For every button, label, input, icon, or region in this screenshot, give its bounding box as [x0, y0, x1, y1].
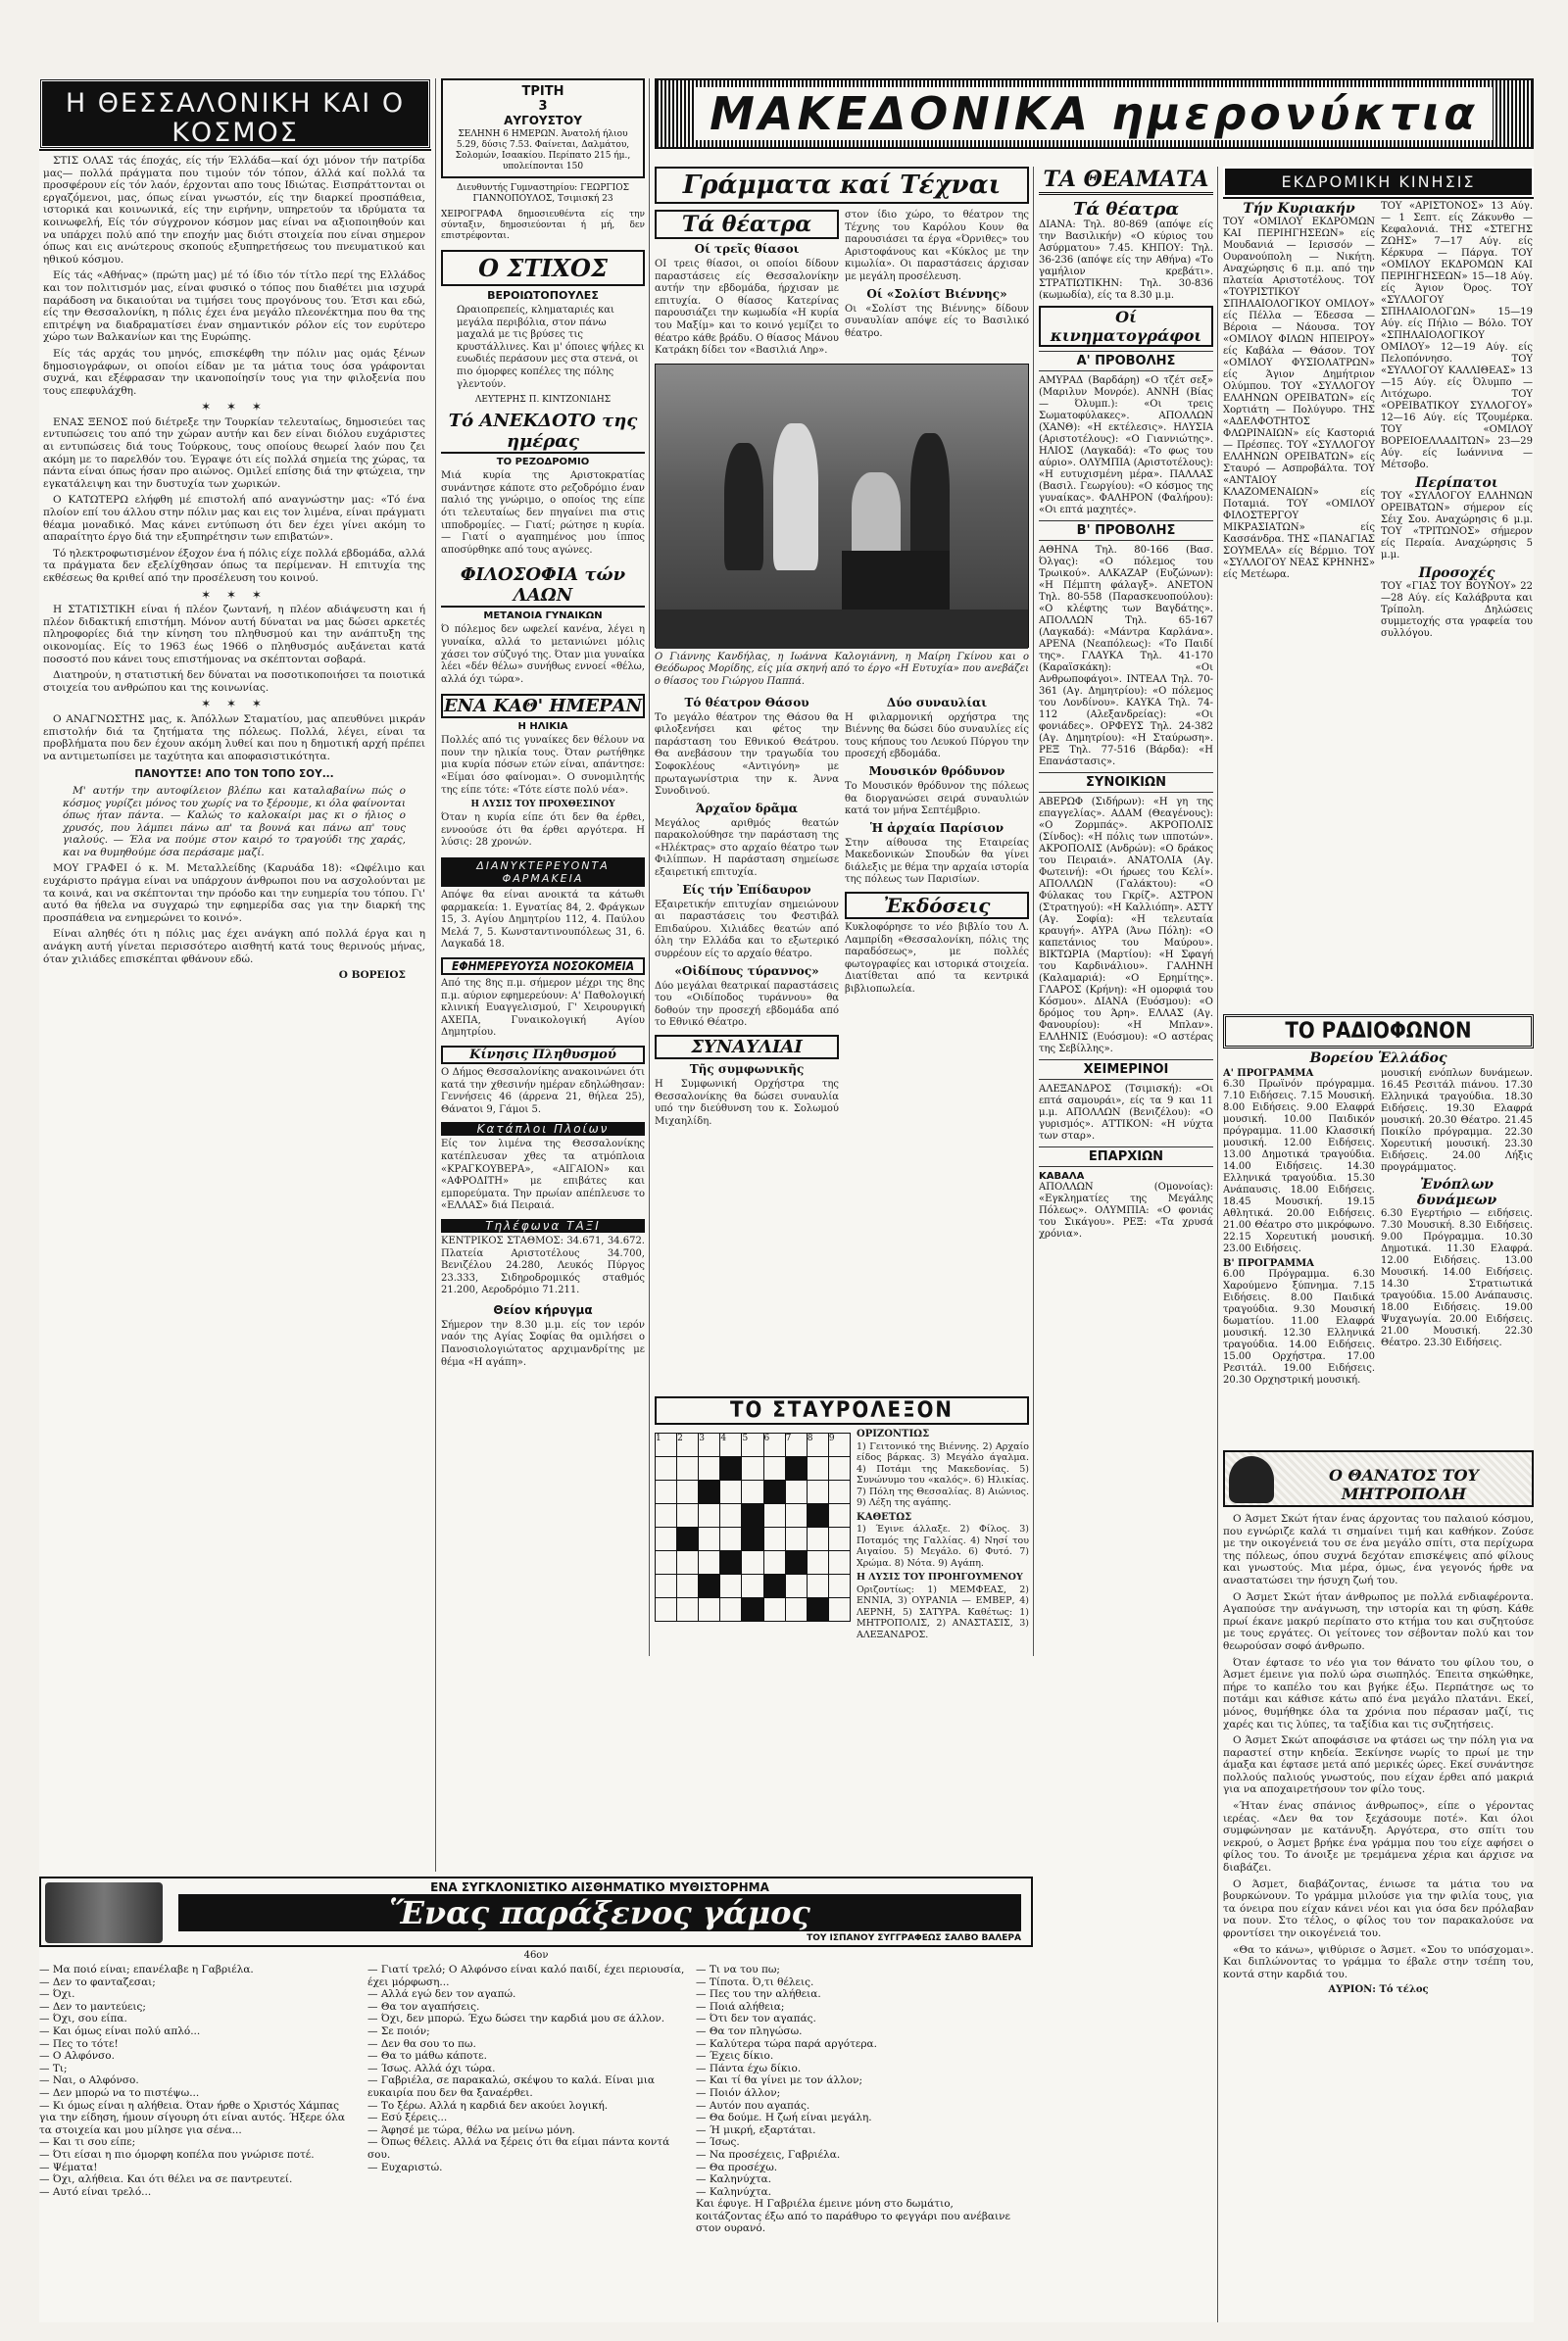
population-title: Κίνησις Πληθυσμού: [469, 1047, 616, 1062]
paragraph: Είς τάς «Αθήνας» (πρώτη μας) μέ τό ίδιο τόν τίτλο περί της Ελλάδος και τον πολιτισμόν μας, είναι φυσικό ο τόπος που διαθέτει μια ισχυρά παράδοση να δικαιούται να τιμήσει τους προγόνους του. Έτσι και εδώ, είς την Θεσσαλονίκη, η πόλις έχει ένα μεγάλο πλεονέκτημα που θα της επιτρέψη να διαδραματίσει έναν σημαντικόν ρόλον είς τον ευρύτερο χώρο των Βαλκανίων και της Ευρώπης.: [43, 269, 425, 344]
crossword-cell: [807, 1528, 828, 1551]
crossword-cell: [677, 1504, 699, 1528]
arts-col3: [655, 693, 839, 1129]
crossword-cell: [677, 1598, 699, 1622]
neighbourhood-title: ΣΥΝΟΙΚΙΩΝ: [1039, 772, 1213, 793]
crossword-cell: [720, 1504, 742, 1528]
publications-header: Ἐκδόσεις: [845, 892, 1029, 919]
crossword-cell: [742, 1598, 763, 1622]
clues-horizontal: 1) Γειτονικό της Βιέννης. 2) Αρχαίο είδος βάρκας. 3) Μεγάλο άγαλμα. 4) Ποτάμι της Μακεδονίας. 5) Συνώνυμο του «καλός». 6) Ηλικίας. 7) Πόλη της Θεσσαλίας. 8) Αιώνιος. 9) Λέξη της αγάπης.: [857, 1440, 1029, 1509]
ancient-paris-title: Ἡ ἀρχαία Παρίσιον: [869, 820, 1004, 835]
photo-caption: Ο Γιάννης Κανδήλας, η Ιωάννα Καλογιάννη, η Μαίρη Γκίνου και ο Θεόδωρος Μορίδης, είς μία σκηνή από το έργο «Η Ευτυχία» που ανεβάζει ο θίασος του Γιώργου Παππά.: [655, 651, 1029, 687]
crossword-cell: [828, 1575, 850, 1598]
filosofia-sub: ΜΕΤΑΝΟΙΑ ΓΥΝΑΙΚΩΝ: [483, 610, 603, 622]
first-run-body: ΑΜΥΡΑΔ (Βαρδάρη) «Ο τζέτ σεξ» (Μαριλυν Μονρόε). ΑΝΝΗ (Βίας — Όλυμπ.): «Οι τρεις Σωματοφύλακες». ΑΠΟΛΛΩΝ (ΧΑΝΘ): «Η εκτέλεσις». ΗΛΥΣΙΑ (Αριστοτέλους): «Ο Γιαννιώτης». ΗΛΙΟΣ (Λαγκαδά): «Το φως του αύριο». ΟΛΥΜΠΙΑ (Αριστοτέλους): «Η ευτυχισμένη μέρα». ΠΑΛΛΑΣ (Βασιλ. Γεωργίου): «Ο κόσμος της γυναίκας». ΦΑΛΗΡΟΝ (Φαλήρου): «Οι επτά μαχητές».: [1039, 375, 1213, 515]
paragraph: Ο ΑΝΑΓΝΩΣΤΗΣ μας, κ. Άπόλλων Σταματίου, μας απευθύνει μικράν επιστολήν διά τα ζητήματα της πόλεως. Πολλά, λέγει, είναι τα προβλήματα που δεν έχουν ακόμη λυθεί και που η δημοτική αρχή πρέπει να αντιμετωπίσει με ταχύτητα και αποφασιστικότητα.: [43, 712, 425, 762]
radio-col1: [1223, 1068, 1375, 1390]
serial-col2: — Γιατί τρελό; Ο Αλφόνσο είναι καλό παιδί, έχει περιουσία, έχει μόρφωση... — Αλλά εγώ δεν τον αγαπώ. — Θα τον αγαπήσεις. — Όχι, δεν μπορώ. Έχω δώσει την καρδιά μου σε άλλον. — Σε ποιόν; — Δεν θα σου το πω. — Θα το μάθω κάποτε. — Ίσως. Αλλά όχι τώρα. — Γαβριέλα, σε παρακαλώ, σκέψου το καλά. Είναι μια ευκαιρία που δεν θα ξαναέρθει. — Το ξέρω. Αλλά η καρδιά δεν ακούει λογική. — Εσύ ξέρεις... — Άφησέ με τώρα, θέλω να μείνω μόνη. — Όπως θέλεις. Αλλά να ξέρεις ότι θα είμαι πάντα κοντά σου. — Ευχαριστώ.: [368, 1964, 685, 2173]
taxi-body: ΚΕΝΤΡΙΚΟΣ ΣΤΑΘΜΟΣ: 34.671, 34.672. Πλατεία Αριστοτέλους 34.700, Βενιζέλου 24.280, Λευκός Πύργος 23.333, Σιδηροδρομικός σταθμός 21.200, Αεροδρόμιο 71.211.: [441, 1235, 645, 1296]
crossword-cell: [720, 1528, 742, 1551]
kathimeran-body: Πολλές από τις γυναίκες δεν θέλουν να πουν την ηλικία τους. Όταν ρωτήθηκε μια κυρία πόσων ετών είναι, απάντησε: «Είμαι όσο φαίνομαι». Ο συνομιλητής της είπε τότε: «Τότε είστε πολύ νέα».: [441, 735, 645, 796]
excursions-col2: [1381, 201, 1533, 643]
radio-col2: [1381, 1068, 1533, 1390]
date-number: 3: [538, 99, 548, 114]
paragraph: Η ΣΤΑΤΙΣΤΙΚΗ είναι ή πλέον ζωντανή, η πλέον αδιάψευστη και ή πλέον διδακτική επιστήμη. Μόνον αυτή δύναται να μας δώσει αρκετές πληροφορίες διά την κίνηση του πληθυσμού και την ανάπτυξη της οικονομίας. Είς το 1963 έως 1966 ο πληθυσμός αυξάνεται κατά ποσοστό που κάνει τους επιστήμονας να σκέπτονται σοβαρά.: [43, 604, 425, 665]
oedipus-title: «Οἰδίπους τύραννος»: [674, 963, 819, 978]
paragraph: Ο ΚΑΤΩΤΕΡΩ ελήφθη μέ επιστολή από αναγνώστην μας: «Τό ένα πλοίον επί του άλλου στην πόλιν μας και εις τον λιμένα, είναι πράγματι θέαμα μοναδικό. Μας κάνει εντύπωση ότι δεν έχει γίνει ακόμη το απαραίτητο έργο διά την εξυπηρέτησιν των επιβατών».: [43, 494, 425, 544]
crossword-cell: [742, 1575, 763, 1598]
crossword-cell: 8: [807, 1434, 828, 1457]
prog-b-title: Β' ΠΡΟΓΡΑΜΜΑ: [1223, 1258, 1314, 1269]
serial-col1: — Μα ποιό είναι; επανέλαβε η Γαβριέλα. — Δεν το φανταζεσαι; — Όχι. — Δεν το μαντεύεις; — Όχι, σου είπα. — Και όμως είναι πολύ απλό... — Πες το τότε! — Ο Αλφόνσο. — Τι; — Ναι, ο Αλφόνσο. — Δεν μπορώ να το πιστέψω... — Κι όμως είναι η αλήθεια. Όταν ήρθε ο Χριστός Χάμπας για την είδηση, ήμουν σίγουρη ότι είναι αυτός. Ήξερε όλα τα στοιχεία και μου μίλησε για σένα... — Και τι σου είπε; — Ότι είσαι η πιο όμορφη κοπέλα που γνώρισε ποτέ. — Ψέματα! — Όχι, αλήθεια. Και ότι θέλει να σε παντρευτεί. — Αυτό είναι τρελό...: [39, 1964, 345, 2198]
arts-section: [655, 167, 1029, 1396]
crossword-grid-area: [655, 1429, 851, 1640]
serial-header: [39, 1877, 1033, 1947]
ships-body: Είς τον λιμένα της Θεσσαλονίκης κατέπλευσαν χθες τα ατμόπλοια «ΚΡΑΓΚΟΥΒΕΡΑ», «ΑΙΓΑΙΟΝ» και «ΑΦΡΟΔΙΤΗ» με επιβάτες και εμπορεύματα. Την πρωίαν απέπλευσε το «ΕΛΛΑΣ» διά Πειραιά.: [441, 1139, 645, 1212]
serial-part: 46ον: [523, 1950, 549, 1961]
date-info: ΣΕΛΗΝΗ 6 ΗΜΕΡΩΝ. Άνατολή ήλιου 5.29, δύσις 7.53. Φαίνεται, Δαλμάτου, Σολομών, Ισαακίου. Περίπατο 215 ήμ., υπολείπονται 150: [455, 129, 631, 171]
excursions-col2-body: ΤΟΥ «ΑΡΙΣΤΟΝΟΣ» 13 Αύγ. — 1 Σεπτ. είς Ζάκυνθο — Κεφαλονιά. ΤΗΣ «ΣΤΕΓΗΣ ΖΩΗΣ» 7—17 Αύγ. είς Κέρκυρα — Πάργα. ΤΟΥ «ΟΜΙΛΟΥ ΕΚΔΡΟΜΩΝ ΚΑΙ ΠΕΡΙΗΓΗΣΕΩΝ» 15—18 Αύγ. είς Άγιον Όρος. ΤΟΥ «ΣΥΛΛΟΓΟΥ ΣΠΗΛΑΙΟΛΟΓΩΝ» 15—19 Αύγ. είς Πήλιο — Βόλο. ΤΟΥ «ΣΠΗΛΑΙΟΛΟΓΙΚΟΥ ΟΜΙΛΟΥ» 12—19 Αύγ. είς Πελοπόννησο. ΤΟΥ «ΣΥΛΛΟΓΟΥ ΚΑΛΛΙΘΕΑΣ» 13—15 Αύγ. είς Όλυμπο — Λιτόχωρο. ΤΟΥ «ΟΡΕΙΒΑΤΙΚΟΥ ΣΥΛΛΟΓΟΥ» 12—16 Αύγ. είς Τζουμέρκα. ΤΟΥ «ΟΜΙΛΟΥ ΒΟΡΕΙΟΕΛΛΑΔΙΤΩΝ» 23—29 Αύγ. είς Ιωάννινα — Μέτσοβο.: [1381, 201, 1533, 470]
radio-section: [1223, 1014, 1534, 1445]
paragraph: Ο Άσμετ, διαβάζοντας, ένιωσε τα μάτια του να βουρκώνουν. Το γράμμα μιλούσε για την φιλία τους, για τα όνειρα που είχαν κάνει νέοι και για όσα δεν πρόλαβαν να πουν. Στο τέλος, ο φίλος του τον παρακαλούσε να φροντίσει την οικογένειά του.: [1223, 1878, 1534, 1939]
crossword-cell: [677, 1575, 699, 1598]
crossword-cell: [720, 1598, 742, 1622]
crossword-cell: [785, 1504, 807, 1528]
walks-body: ΤΟΥ «ΣΥΛΛΟΓΟΥ ΕΛΛΗΝΩΝ ΟΡΕΙΒΑΤΩΝ» σήμερον είς Σέιχ Σου. Αναχώρησις 6 μ.μ. ΤΟΥ «ΤΡΙΤΩΝΟΣ» σήμερον είς Περαία. Αναχώρησις 5 μ.μ.: [1381, 491, 1533, 561]
excursions-col1: [1223, 201, 1375, 643]
armed-forces-body: 6.30 Εγερτήριο — ειδήσεις. 7.30 Μουσική. 8.30 Ειδήσεις. 9.00 Πρόγραμμα. 10.30 Δημοτικά. 11.30 Ελαφρά. 12.00 Ειδήσεις. 13.00 Μουσική. 14.00 Ειδήσεις. 14.30 Στρατιωτικά τραγούδια. 15.00 Ανάπαυσις. 18.00 Ειδήσεις. 19.00 Ψυχαγωγία. 20.00 Ειδήσεις. 21.00 Μουσική. 22.30 Θέατρο. 23.30 Ειδήσεις.: [1381, 1208, 1533, 1348]
crossword-cell: [720, 1457, 742, 1481]
stichos-title: Ο ΣΤΙΧΟΣ: [478, 254, 608, 282]
crossword-cell: [763, 1598, 785, 1622]
crossword-cell: [785, 1551, 807, 1575]
separator: ✶ ✶ ✶: [201, 587, 268, 602]
music-body: Το Μουσικόν θρόδυνον της πόλεως θα διοργανώσει σειρά συναυλιών κατά τον μήνα Σεπτέμβριο.: [845, 780, 1029, 817]
crossword-cell: [763, 1528, 785, 1551]
crossword-cell: [720, 1481, 742, 1504]
first-run-title: Α' ΠΡΟΒΟΛΗΣ: [1039, 351, 1213, 371]
stichos-sub: ΒΕΡΟΙΩΤΟΠΟΥΛΕΣ: [487, 289, 599, 302]
sunday-body: ΤΟΥ «ΟΜΙΛΟΥ ΕΚΔΡΟΜΩΝ ΚΑΙ ΠΕΡΙΗΓΗΣΕΩΝ» είς Μουδανιά — Ιερισσόν — Ουρανούπολη — Νικήτη. Αναχώρησις 6 π.μ. από την πλατεία Αριστοτέλους. ΤΟΥ «ΤΟΥΡΙΣΤΙΚΟΥ ΣΠΗΛΑΙΟΛΟΓΙΚΟΥ ΟΜΙΛΟΥ» είς Πέλλα — Έδεσσα — Βέροια — Νάουσα. ΤΟΥ «ΟΜΙΛΟΥ ΦΙΛΩΝ ΗΠΕΙΡΟΥ» είς Καβάλα — Θάσον. ΤΟΥ «ΟΜΙΛΟΥ ΦΥΣΙΟΛΑΤΡΩΝ» είς Άγιον Δημήτριον Ολύμπου. ΤΟΥ «ΣΥΛΛΟΓΟΥ ΕΛΛΗΝΩΝ ΟΡΕΙΒΑΤΩΝ» είς Χορτιάτη — Πολύγυρο. ΤΗΣ «ΑΔΕΛΦΟΤΗΤΟΣ ΦΛΩΡΙΝΑΙΩΝ» είς Καστοριά — Πρέσπες. ΤΟΥ «ΣΥΛΛΟΓΟΥ ΕΛΛΗΝΩΝ ΟΡΕΙΒΑΤΩΝ» είς Σταυρό — Ασπροβάλτα. ΤΟΥ «ΑΝΤΑΙΟΥ ΚΛΑΖΟΜΕΝΑΙΩΝ» είς Ποταμιά. ΤΟΥ «ΟΜΙΛΟΥ ΦΙΛΟΣΤΕΡΓΟΥ ΜΙΚΡΑΣΙΑΤΩΝ» είς Κασσάνδρα. ΤΗΣ «ΠΑΝΑΓΙΑΣ ΣΟΥΜΕΛΑ» είς Βέρμιο. ΤΟΥ «ΣΥΛΛΟΓΟΥ ΝΕΑΣ ΚΡΗΝΗΣ» είς Μετέωρα.: [1223, 217, 1375, 580]
crossword-cell: [742, 1457, 763, 1481]
population-header: [441, 1046, 645, 1064]
crossword-solution: Οριζοντίως: 1) ΜΕΜΦΕΑΣ, 2) ΕΝΝΙΑ, 3) ΟΥΡΑΝΙΑ — ΕΜΒΕΡ, 4) ΛΕΡΝΗ, 5) ΣΑΤΥΡΑ. Καθέτως: 1) ΜΗΤΡΟΠΟΛΙΣ, 2) ΑΝΑΣΤΑΣΙΣ, 3) ΑΛΕΞΑΝΔΡΟΣ.: [857, 1584, 1029, 1640]
crossword-cell: 1: [656, 1434, 677, 1457]
crossword-cell: [785, 1481, 807, 1504]
separator: ✶ ✶ ✶: [201, 697, 268, 711]
crossword-cell: [828, 1481, 850, 1504]
theatres-title: Τά θέατρα: [655, 210, 839, 239]
date-day: ΤΡΙΤΗ: [521, 84, 564, 99]
epidavros-body: Εξαιρετικήν επιτυχίαν σημειώνουν αι παραστάσεις του Φεστιβάλ Επιδαύρου. Χιλιάδες θεατών από όλη την Ελλάδα και το εξωτερικό συρρέουν είς το αρχαίο θέατρο.: [655, 899, 839, 960]
date-note: ΧΕΙΡΟΓΡΑΦΑ δημοσιευθέντα είς την σύνταξιν, δημοσιεύονται ή μή, δεν επιστρέφονται.: [441, 210, 645, 241]
pharmacies-title: ΔΙΑΝΥΚΤΕΡΕΥΟΝΤΑ ΦΑΡΜΑΚΕΙΑ: [476, 859, 610, 886]
kavala-title: ΚΑΒΑΛΑ: [1039, 1171, 1085, 1182]
publications-body: Κυκλοφόρησε το νέο βιβλίο του Λ. Λαμπρίδη «Θεσσαλονίκη, πόλις της παραδόσεως», με πολλές φωτογραφίες και ιστορικά στοιχεία. Διατίθεται από τα κεντρικά βιβλιοπωλεία.: [845, 922, 1029, 996]
crossword-section: [655, 1396, 1029, 1661]
arts-col4: [845, 693, 1029, 1129]
crossword-cell: [763, 1504, 785, 1528]
story-title: Ο ΘΑΝΑΤΟΣ ΤΟΥ ΜΗΤΡΟΠΟΛΗ: [1329, 1466, 1479, 1503]
crossword-cell: [807, 1598, 828, 1622]
paragraph: Είς τάς αρχάς του μηνός, επισκέφθη την πόλιν μας ομάς ξένων δημοσιογράφων, οι οποίοι είδαν με τα μάτια τους όσα γράφονται συχνά, και εξέφρασαν την ικανοποίησίν τους για την φιλοξενία που τους επεφυλάχθη.: [43, 347, 425, 397]
neighbourhood-body: ΑΒΕΡΩΦ (Σιδήρων): «Η γη της επαγγελίας». ΑΔΑΜ (Θεαγένους): «Ο Ζορμπάς». ΑΚΡΟΠΟΛΙΣ (Σίνδος): «Η πόλις των ιπποτών». ΑΚΡΟΠΟΛΙΣ (Ανδρών): «Ο δράκος του Πειραιά». ΑΝΑΤΟΛΙΑ (Αγ. Φωτεινή): «Οι ήρωες του Κελί». ΑΠΟΛΛΩΝ (Γαλάκτου): «Ο Φύλακας του Γκρίζ». ΑΣΤΡΟΝ (Στρατηγού): «Η Καλλιόπη». ΑΣΤΥ (Αγ. Σοφία): «Η τελευταία κραυγή». ΑΥΡΑ (Άνω Πόλη): «Ο καπετάνιος του Μαύρου». ΒΙΚΤΩΡΙΑ (Μαρτίου): «Η Σφαγή του Καρδινάλιου». ΓΑΛΗΝΗ (Καλαμαριά): «Ο Ερημίτης». ΓΛΑΡΟΣ (Κρήνη): «Η ομορφιά του Κόσμου». ΔΙΑΝΑ (Ευόσμου): «Ο δρόμος του Άρη». ΕΛΛΑΣ (Αγ. Φανουρίου): «Η Μπλαν». ΕΛΛΗΝΙΣ (Ευόσμου): «Ο αστέρας της Σεβίλλης».: [1039, 797, 1213, 1054]
excursions-title: ΕΚΔΡΟΜΙΚΗ ΚΙΝΗΣΙΣ: [1281, 172, 1476, 191]
kathimeran-sub: Η ΗΛΙΚΙΑ: [517, 721, 568, 733]
crossword-cell: [699, 1528, 720, 1551]
filosofia-header: ΦΙΛΟΣΟΦΙΑ τών ΛΑΩΝ: [441, 564, 645, 608]
crossword-cell: [763, 1457, 785, 1481]
soliste-title: Οί «Σολίστ Βιέννης»: [866, 286, 1007, 301]
winter-body: ΑΛΕΞΑΝΔΡΟΣ (Τσιμισκή): «Οι επτά σαμουράι», είς τα 9 και 11 μ.μ. ΑΠΟΛΛΩΝ (Βενιζέλου): «Ο γυρισμός». ΑΤΤΙΚΟΝ: «Η νύχτα των σταρ».: [1039, 1084, 1213, 1142]
thessaloniki-banner: [39, 78, 431, 149]
symphony-title: Τῆς συμφωνικῆς: [689, 1062, 805, 1076]
crossword-cell: [656, 1598, 677, 1622]
upcoming-body: ΤΟΥ «ΓΙΑΣ ΤΟΥ ΒΟΥΝΟΥ» 22—28 Αύγ. είς Καλάβρυτα και Τρίπολη. Δηλώσεις συμμετοχής στα γραφεία του συλλόγου.: [1381, 581, 1533, 639]
arts-col2: [845, 210, 1029, 358]
hospitals-title: ΕΦΗΜΕΡΕΥΟΥΣΑ ΝΟΣΟΚΟΜΕΙΑ: [451, 959, 635, 973]
ancient-paris-body: Στην αίθουσα της Εταιρείας Μακεδονικών Σπουδών θα γίνει διάλεξις με θέμα την αρχαία ιστορία της πόλεως των Παρισίων.: [845, 837, 1029, 886]
taxi-header: [441, 1219, 645, 1233]
paragraph: Διατηρούν, η στατιστική δεν δύναται να ποσοτικοποιήσει τα ποιοτικά στοιχεία του ανθρώπου και της κοινωνίας.: [43, 669, 425, 694]
paragraph: ΣΤΙΣ ΟΛΑΣ τάς έποχάς, είς τήν Έλλάδα—καί όχι μόνον τήν πατρίδα μας— πολλά πράγματα που τιμούν τόν τόπον, άλλά καί πολλά τα προσφέρουν είς τόν λαόν, έρχονται απο τους Ιδιώτας. Εισπράττονται οι εργαζόμενοι, μας, όπως είναι γνωστόν, είς την διαρκεί προσπάθεια, ιστορικά και κοινωνικά, είς την ειρήνην, υπηρετούν τα ιδρύματα τα κοινωφελή, Είς τόν σύγχρονον κόσμον μας είναι να αξιοποιηθούν και να υπάρχει πολύ από την εποχήν μας διότι στοιχεία που είναι σημερον όπως και εις ανώτερους σκοπούς εξυπηρετήσεως του πνευματικού και ηθικού κόσμου.: [43, 155, 425, 266]
crossword-cell: [742, 1528, 763, 1551]
masthead-title: ΜΑΚΕΔΟΝΙΚΑ ημερονύκτια: [696, 87, 1493, 140]
paragraph: ΕΝΑΣ ΞΕΝΟΣ πού διέτρεξε την Τουρκίαν τελευταίως, δημοσιεύει τας εντυπώσεις του από την χώραν αυτήν και δεν είναι διόλου ευχάριστες αι εντυπώσεις διά τους Τούρκους, τους οποίους θεωρεί λαόν που ζει ακόμη με το παρελθόν του. Έγραψε ότι είς πολλά σημεία της χώρας, τα πάντα είναι όπως ήσαν προ αιώνος. Ομιλεί επίσης διά την φτώχεια, την εγκατάλειψη και την δυστυχία των χωρικών.: [43, 415, 425, 490]
crossword-cell: [677, 1551, 699, 1575]
crossword-cell: [828, 1551, 850, 1575]
thasos-body: Το μεγάλο θέατρον της Θάσου θα φιλοξενήσει και φέτος την παράσταση του Εθνικού Θεάτρου. Θα ανεβάσουν την τραγωδία του Σοφοκλέους «Αντιγόνη» με πρωταγωνίστρια την κ. Άννα Συνοδινού.: [655, 711, 839, 798]
walks-title: Περίπατοι: [1415, 475, 1498, 491]
serial-title: Ἕνας παράξενος γάμος: [178, 1894, 1021, 1931]
ships-title: Κατάπλοι Πλοίων: [476, 1122, 610, 1137]
clues-vertical-title: ΚΑΘΕΤΩΣ: [857, 1511, 912, 1523]
hospitals-header: [441, 957, 645, 975]
date-director: Διευθυντής Γυμναστηρίου: ΓΕΩΡΓΙΟΣ ΓΙΑΝΝΟΠΟΥΛΟΣ, Τσιμισκή 23: [457, 183, 629, 204]
serial-banner: ΕΝΑ ΣΥΓΚΛΟΝΙΣΤΙΚΟ ΑΙΣΘΗΜΑΤΙΚΟ ΜΥΘΙΣΤΟΡΗΜΑ: [430, 1880, 769, 1894]
shows-header: ΤΑ ΘΕΑΜΑΤΑ: [1039, 167, 1213, 195]
masthead-banner: [655, 78, 1534, 149]
shows-theatres-title: Τά θέατρα: [1072, 199, 1180, 219]
crossword-cell: [677, 1481, 699, 1504]
arts-col2-body: στον ίδιο χώρο, το θέατρον της Τέχνης του Καρόλου Κουν θα παρουσιάσει τα έργα «Όρνιθες» του Αριστοφάνους και «Κύκλος με την κιμωλία». Οι παραστάσεις άρχισαν με μεγάλη προσέλευση.: [845, 210, 1029, 282]
crossword-cell: [699, 1598, 720, 1622]
sunday-title: Τήν Κυριακήν: [1243, 201, 1355, 217]
kathimeran-header: ΕΝΑ ΚΑΘ' ΗΜΕΡΑΝ: [441, 694, 645, 718]
crossword-cell: [677, 1457, 699, 1481]
hospitals-body: Από της 8ης π.μ. σήμερον μέχρι της 8ης π.μ. αύριον εφημερεύουν: Α' Παθολογική κλινική Ευαγγελισμού, Γ' Χειρουργική ΑΧΕΠΑ, Γυναικολογική Αγίου Δημητρίου.: [441, 978, 645, 1039]
excursions-section: [1223, 167, 1534, 1009]
pharmacies-header: [441, 857, 645, 887]
arts-header: Γράμματα καί Τέχναι: [655, 167, 1029, 204]
paragraph: Ο Άσμετ Σκώτ ήταν άνθρωπος με πολλά ενδιαφέροντα. Αγαπούσε την ανάγνωση, την ιστορία και τη φύση. Κάθε πρωί έκανε μακρύ περίπατο στο κτήμα του και συζητούσε με τους εργάτες. Οι γείτονες τον σέβονταν πολύ και τον θεωρούσαν σοφό άνθρωπο.: [1223, 1590, 1534, 1652]
three-troupes-body: ΟΙ τρεις θίασοι, οι οποίοι δίδουν παραστάσεις είς Θεσσαλονίκην αυτήν την εβδομάδα, ήρχισαν με επιτυχία. Ο θίασος Κατερίνας παρουσιάζει την κωμωδία «Η κυρία του Μαξίμ» και το κοινό γεμίζει το θέατρο κάθε βράδυ. Ο θίασος Μάνου Κατράκη δίδει τον «Βασιλιά Ληρ».: [655, 259, 839, 357]
story-illustration: [1229, 1456, 1274, 1503]
crossword-cell: [742, 1481, 763, 1504]
crossword-cell: 5: [742, 1434, 763, 1457]
prog-a-title: Α' ΠΡΟΓΡΑΜΜΑ: [1223, 1068, 1314, 1079]
paragraph: Τό ηλεκτροφωτισμένον έξοχον ένα ή πόλις είχε πολλά εβδομάδα, αλλά τα πράγματα δεν εξελίχθησαν όπως τα περίμεναν. Η επιτυχία της εκθέσεως θα κριθεί από την προσέλευση του κοινού.: [43, 547, 425, 584]
crossword-cell: [699, 1481, 720, 1504]
kathimeran-answer-label: Η ΛΥΣΙΣ ΤΟΥ ΠΡΟΧΘΕΣΙΝΟΥ: [470, 800, 615, 810]
crossword-cell: [720, 1551, 742, 1575]
pharmacies-body: Απόψε θα είναι ανοικτά τα κάτωθι φαρμακεία: 1. Εγνατίας 84, 2. Φράγκων 15, 3. Αγίου Δημητρίου 112, 4. Παύλου Μελά 7, 5. Κωνσταντινουπόλεως 31, 6. Λαγκαδά 18.: [441, 890, 645, 951]
crossword-cell: [656, 1551, 677, 1575]
sermon-body: Σήμερον την 8.30 μ.μ. είς τον ιερόν ναόν της Αγίας Σοφίας θα ομιλήσει ο Πανοσιολογιώτατος αρχιμανδρίτης με θέμα «Η αγάπη».: [441, 1319, 645, 1368]
symphony-body: Η Συμφωνική Ορχήστρα της Θεσσαλονίκης θα δώσει συναυλία υπό την διεύθυνση του κ. Σολωμού Μιχαηλίδη.: [655, 1079, 839, 1127]
serial-section: [39, 1877, 1033, 2322]
stichos-header: [441, 250, 645, 286]
crossword-grid: [655, 1433, 851, 1622]
story-continue: ΑΥΡΙΟΝ: Τό τέλος: [1328, 1984, 1429, 1996]
sermon-title: Θείον κήρυγμα: [493, 1302, 593, 1317]
winter-title: ΧΕΙΜΕΡΙΝΟΙ: [1039, 1059, 1213, 1080]
upcoming-title: Προσοχές: [1418, 565, 1495, 581]
crossword-clues: [857, 1429, 1029, 1640]
stichos-body: Ωραιοπρεπείς, κληματαριές και μεγάλα περιβόλια, στον πάνω μαχαλά με τις βρύσες τις κρυστάλλινες. Και μ' όποιες ψήλες κι ευωδιές περάσουν μες στα στενά, οι πιο όμορφες κοπέλες της πόλης γλεντούν.: [457, 305, 645, 390]
crossword-cell: 3: [699, 1434, 720, 1457]
crossword-cell: [828, 1457, 850, 1481]
three-troupes-title: Οί τρεῖς θίασοι: [694, 242, 800, 256]
cinemas-title: Οί κινηματογράφοι: [1039, 306, 1213, 347]
shows-section: [1039, 167, 1213, 2322]
population-body: Ο Δήμος Θεσσαλονίκης ανακοινώνει ότι κατά την χθεσινήν ημέραν εδηλώθησαν: Γεννήσεις 46 (άρρενα 21, θήλεα 25), Θάνατοι 9, Γάμοι 5.: [441, 1066, 645, 1115]
anekdoto-body: Μιά κυρία της Αριστοκρατίας συνάντησε κάποτε στο ρεζοδρόμιο έναν παλιό της γνώριμο, ο οποίος της είπε ότι τελευταίως δεν πηγαίνει πια στις ιπποδρομίες. — Γιατί; ρώτησε η κυρία. — Γιατί ο αγαπημένος μου ίππος αποσύρθηκε από τους αγώνες.: [441, 470, 645, 556]
stichos-author: ΛΕΥΤΕΡΗΣ Π. ΚΙΝΤΖΟΝΙΔΗΣ: [474, 395, 612, 406]
crossword-cell: [828, 1528, 850, 1551]
serial-col3: — Τι να του πω; — Τίποτα. Ό,τι θέλεις. — Πες του την αλήθεια. — Ποιά αλήθεια; — Ότι δεν τον αγαπάς. — Θα τον πληγώσω. — Καλύτερα τώρα παρά αργότερα. — Έχεις δίκιο. — Πάντα έχω δίκιο. — Και τί θα γίνει με τον άλλον; — Ποιόν άλλον; — Αυτόν που αγαπάς. — Θα δούμε. Η ζωή είναι μεγάλη. — Ή μικρή, εξαρτάται. — Ίσως. — Να προσέχεις, Γαβριέλα. — Θα προσέχω. — Καληνύχτα. — Καληνύχτα. Και έφυγε. Η Γαβριέλα έμεινε μόνη στο δωμάτιο, κοιτάζοντας έξω από το παράθυρο το φεγγάρι που ανέβαινε στον ουρανό.: [696, 1964, 1010, 2235]
shows-theatres-body: ΔΙΑΝΑ: Τηλ. 80-869 (απόψε είς την Βασιλικήν) «Ο κύριος του Ασύρματου» 7.45. ΚΗΠΟΥ: Τηλ. 36-236 (απόψε είς την Αθήνα) «Το γαμήλιον κρεβάτι». ΣΤΡΑΤΙΩΤΙΚΗΝ: Τηλ. 30-836 (κωμωδία), είς τα 8.30 μ.μ.: [1039, 219, 1213, 301]
anekdoto-header: Τό ΑΝΕΚΔΟΤΟ της ημέρας: [441, 411, 645, 454]
armed-forces-title: Ἐνόπλων δυνάμεων: [1416, 1177, 1497, 1208]
crossword-cell: [656, 1575, 677, 1598]
crossword-cell: [656, 1528, 677, 1551]
crossword-cell: [763, 1551, 785, 1575]
crossword-cell: [828, 1598, 850, 1622]
ships-header: [441, 1122, 645, 1136]
crossword-cell: [785, 1598, 807, 1622]
poem: Μ' αυτήν την αυτοφίλειον βλέπω και καταλαβαίνω πώς ο κόσμος γυρίζει μόνος του χωρίς να το ξέρουμε, κι όλα φαίνονται όπως ήταν πάντα. — Καλώς το καλοκαίρι μας κι ο ήλιος ο χρυσός, που λάμπει πάνω απ' τα βουνά και πάνω απ' τους γιαλούς. — Έλα να πούμε στον καιρό το τραγούδι της χαράς, και να θυμηθούμε όσα περάσαμε μαζί.: [63, 784, 406, 858]
thessaloniki-text: [39, 149, 431, 982]
thasos-title: Τό θέατρον Θάσου: [684, 695, 809, 709]
crossword-cell: [807, 1504, 828, 1528]
crossword-cell: [742, 1504, 763, 1528]
arts-col1: [655, 210, 839, 358]
paragraph: Ο Άσμετ Σκώτ ήταν ένας άρχοντας του παλαιού κόσμου, που εγνώριζε καλά τι σημαίνει τιμή και καθήκον. Ζούσε με την οικογένειά του σε ένα μεγάλο σπίτι, στα περίχωρα της πόλεως, όπου συχνά δεχόταν επισκέψεις από φίλους και γνωστούς. Μια μέρα, όμως, ένα γεγονός ήρθε να αναστατώσει την ήσυχη ζωή του.: [1223, 1513, 1534, 1586]
crossword-header: ΤΟ ΣΤΑΥΡΟΛΕΞΟΝ: [655, 1396, 1029, 1425]
soliste-body: Οι «Σολίστ της Βιέννης» δίδουν συναυλίαν απόψε είς το Βασιλικό θέατρο.: [845, 303, 1029, 339]
crossword-cell: [807, 1575, 828, 1598]
two-concerts-body: Η φιλαρμονική ορχήστρα της Βιέννης θα δώσει δύο συναυλίες είς τους κήπους του Λευκού Πύργου την προσεχή εβδομάδα.: [845, 711, 1029, 760]
taxi-title: Τηλέφωνα ΤΑΞΙ: [485, 1218, 601, 1233]
crossword-cell: [785, 1528, 807, 1551]
crossword-cell: [742, 1551, 763, 1575]
crossword-cell: [677, 1528, 699, 1551]
crossword-cell: 6: [763, 1434, 785, 1457]
theatre-photo: [655, 364, 1029, 648]
crossword-cell: [785, 1457, 807, 1481]
crossword-cell: [656, 1481, 677, 1504]
masthead: [655, 78, 1534, 157]
story-section: [1223, 1450, 1534, 2322]
crossword-cell: [785, 1575, 807, 1598]
paragraph: «Θα το κάνω», ψιθύρισε ο Άσμετ. «Σου το υπόσχομαι». Και διπλώνοντας το γράμμα το έβαλε στην τσέπη του, κοντά στην καρδιά του.: [1223, 1943, 1534, 1980]
serial-illustration: [45, 1882, 163, 1943]
concerts-header: ΣΥΝΑΥΛΙΑΙ: [655, 1035, 839, 1059]
paragraph: «Ήταν ένας σπάνιος άνθρωπος», είπε ο γέροντας ιερέας. «Δεν θα τον ξεχάσουμε ποτέ». Και όλοι συμφώνησαν με κατάνυξη. Αργότερα, στο σπίτι του νεκρού, ο Άσμετ βρήκε ένα γράμμα που του είχε αφήσει ο φίλος του. Το άνοιξε με τρεμάμενα χέρια και άρχισε να διαβάζει.: [1223, 1800, 1534, 1875]
signature: Ο ΒΟΡΕΙΟΣ: [338, 969, 406, 982]
second-run-title: Β' ΠΡΟΒΟΛΗΣ: [1039, 520, 1213, 541]
crossword-cell: [763, 1481, 785, 1504]
crossword-cell: [828, 1504, 850, 1528]
radio-header: ΤΟ ΡΑΔΙΟΦΩΝΟΝ: [1223, 1014, 1534, 1049]
paragraph: ΜΟΥ ΓΡΑΦΕΙ ό κ. Μ. Μεταλλείδης (Καρυάδα 18): «Ωφέλιμο και ευχάριστο πράγμα είναι να υπάρχουν άνθρωποι που να ασχολούνται με τα κοινά, και να σκέπτονται την πρόοδο και την ευημερία του τόπου. Γι' αυτό θα ήθελα να συγχαρώ την εφημερίδα σας για την διαρκή της προσπάθεια να ενημερώνει το κοινό».: [43, 862, 425, 924]
radio-sub: Βορείου Ἑλλάδος: [1309, 1050, 1447, 1066]
story-text: [1223, 1513, 1534, 1997]
banner-title: Η ΘΕΣΣΑΛΟΝΙΚΗ ΚΑΙ Ο ΚΟΣΜΟΣ: [65, 88, 406, 148]
kavala-body: ΑΠΟΛΛΩΝ (Ομονοίας): «Εγκληματίες της Μεγάλης Πόλεως». ΟΛΥΜΠΙΑ: «Ο φονιάς του Σικάγου». ΡΕΞ: «Τα χρυσά χρόνια».: [1039, 1182, 1213, 1240]
poem-title: ΠΑΝΟΥΤΣΕ! ΑΠΟ ΤΟΝ ΤΟΠΟ ΣΟΥ...: [134, 768, 334, 781]
crossword-cell: [720, 1575, 742, 1598]
clues-horizontal-title: ΟΡΙΖΟΝΤΙΩΣ: [857, 1429, 930, 1439]
ancient-drama-title: Άρχαῖον δρᾶμα: [696, 801, 798, 815]
crossword-cell: 2: [677, 1434, 699, 1457]
separator: ✶ ✶ ✶: [201, 400, 268, 415]
newspaper-page: [39, 78, 1534, 2322]
crossword-cell: [807, 1457, 828, 1481]
thessaloniki-column: [39, 78, 431, 1872]
crossword-cell: [763, 1575, 785, 1598]
paragraph: Είναι αληθές ότι η πόλις μας έχει ανάγκη από πολλά έργα και η ανάγκη αυτή γίνεται περισσότερο αισθητή κατά τους θερινούς μήνας, όταν χιλιάδες επισκέπται φθάνουν εδώ.: [43, 928, 425, 965]
crossword-cell: 9: [828, 1434, 850, 1457]
clues-vertical: 1) Έγινε άλλαξε. 2) Φίλος. 3) Ποταμός της Γαλλίας. 4) Νησί του Αιγαίου. 5) Μεγάλο. 6) Φυτό. 7) Χρώμα. 8) Νότα. 9) Αγάπη.: [857, 1524, 1029, 1569]
radio-col2-body: μουσική ενόπλων δυνάμεων. 16.45 Ρεσιτάλ πιάνου. 17.30 Ελληνικά τραγούδια. 18.30 Ειδήσεις. 19.30 Ελαφρά μουσική. 20.30 Θέατρο. 21.45 Ποικίλο πρόγραμμα. 22.30 Χορευτική μουσική. 23.30 Ειδήσεις. 24.00 Λήξις προγράμματος.: [1381, 1068, 1533, 1173]
ancient-drama-body: Μεγάλος αριθμός θεατών παρακολούθησε την παράσταση της «Ηλέκτρας» στο αρχαίο θέατρο των Φιλίππων. Η παράσταση σημείωσε εξαιρετική επιτυχία.: [655, 817, 839, 879]
crossword-cell: [656, 1457, 677, 1481]
crossword-cell: 4: [720, 1434, 742, 1457]
second-run-body: ΑΘΗΝΑ Τηλ. 80-166 (Βασ. Όλγας): «Ο πόλεμος του Τρωικού». ΑΛΚΑΖΑΡ (Ευζώνων): «Η Πέμπτη φάλαγξ». ΑΝΕΤΟΝ Τηλ. 80-558 (Παρασκευοπούλου): «Ο κλέφτης των Βαγδάτης». ΑΠΟΛΛΩΝ Τηλ. 65-167 (Λαγκαδά): «Μάντρα Καρλάνα». ΑΡΕΝΑ (Νεαπόλεως): «Το Παιδί της». ΓΛΑΥΚΑ Τηλ. 41-170 (Καραϊσκάκη): «Οι Ανθρωποφάγοι». ΙΝΤΕΑΛ Τηλ. 70-361 (Αγ. Δημητρίου): «Ο πόλεμος του Λονδίνου». ΚΑΥΚΑ Τηλ. 74-112 (Αλεξανδρείας): «Οι φονιάδες». ΟΡΦΕΥΣ Τηλ. 24-382 (Αγ. Δημητρίου): «Η Σταύρωση». ΡΕΞ Τηλ. 77-516 (Βάρδα): «Η Επανάστασις».: [1039, 545, 1213, 767]
crossword-solution-title: Η ΛΥΣΙΣ ΤΟΥ ΠΡΟΗΓΟΥΜΕΝΟΥ: [857, 1572, 1023, 1584]
paragraph: Όταν έφτασε το νέο για τον θάνατο του φίλου του, ο Άσμετ έμεινε για πολύ ώρα σιωπηλός. Έπειτα σηκώθηκε, πήρε το καπέλο του και βγήκε έξω. Περπάτησε ως το ποτάμι και κάθισε κάτω από ένα μεγάλο πλατάνι. Εκεί, μόνος, θυμήθηκε όλα τα χρόνια που πέρασαν μαζί, τις χαρές και τις λύπες, τα ταξίδια και τις συζητήσεις.: [1223, 1656, 1534, 1731]
crossword-cell: [699, 1457, 720, 1481]
story-header: [1223, 1450, 1534, 1507]
features-column: [441, 78, 645, 1656]
music-title: Μουσικόν θρόδυνον: [868, 763, 1005, 778]
date-month: ΑΥΓΟΥΣΤΟΥ: [504, 114, 582, 127]
date-box: [441, 78, 645, 178]
crossword-cell: [699, 1504, 720, 1528]
kathimeran-answer: Όταν η κυρία είπε ότι δεν θα έρθει, εννοούσε ότι θα έρθει αργότερα. Η λύσις: 28 χρονών.: [441, 812, 645, 849]
crossword-cell: 7: [785, 1434, 807, 1457]
oedipus-body: Δύο μεγάλαι θεατρικαί παραστάσεις του «Οιδίποδος τυράννου» θα δοθούν την προσεχή εβδομάδα από το Εθνικό Θέατρο.: [655, 980, 839, 1029]
excursions-header: [1223, 167, 1534, 197]
prog-a-body: 6.30 Πρωϊνόν πρόγραμμα. 7.10 Ειδήσεις. 7.15 Μουσική. 8.00 Ειδήσεις. 9.00 Ελαφρά μουσική. 10.00 Παιδικόν πρόγραμμα. 11.00 Κλασσική μουσική. 12.00 Ειδήσεις. 13.00 Δημοτικά τραγούδια. 14.00 Ειδήσεις. 14.30 Ελληνικά τραγούδια. 15.30 Ανάπαυσις. 18.00 Ειδήσεις. 18.45 Μουσική. 19.15 Αθλητικά. 20.00 Ειδήσεις. 21.00 Θέατρο στο μικρόφωνο. 22.15 Χορευτική μουσική. 23.00 Ειδήσεις.: [1223, 1079, 1375, 1254]
two-concerts-title: Δύο συναυλίαι: [886, 695, 988, 709]
crossword-cell: [807, 1551, 828, 1575]
prog-b-body: 6.00 Πρόγραμμα. 6.30 Χαρούμενο ξύπνημα. 7.15 Ειδήσεις. 8.00 Παιδικά τραγούδια. 9.30 Μουσική δωματίου. 11.00 Ελαφρά μουσική. 12.30 Ελληνικά τραγούδια. 14.00 Ειδήσεις. 15.00 Ορχήστρα. 17.00 Ρεσιτάλ. 19.00 Ειδήσεις. 20.30 Ορχηστρική μουσική.: [1223, 1269, 1375, 1386]
crossword-cell: [807, 1481, 828, 1504]
anekdoto-sub: ΤΟ ΡΕΖΟΔΡΟΜΙΟ: [496, 457, 590, 468]
crossword-cell: [699, 1551, 720, 1575]
serial-author: ΤΟΥ ΙΣΠΑΝΟΥ ΣΥΓΓΡΑΦΕΩΣ ΣΑΛΒΟ ΒΑΛΕΡΑ: [807, 1933, 1021, 1943]
provinces-title: ΕΠΑΡΧΙΩΝ: [1039, 1146, 1213, 1167]
filosofia-body: Ό πόλεμος δεν ωφελεί κανένα, λέγει η γυναίκα, αλλά το μετανιώνει μόλις χάσει τον σύζυγό της. Όταν μια γυναίκα λέει «δέν θέλω» συνήθως εννοεί «θέλω, αλλά όχι τώρα».: [441, 624, 645, 685]
crossword-cell: [699, 1575, 720, 1598]
serial-columns: [39, 1964, 1033, 2235]
crossword-cell: [656, 1504, 677, 1528]
paragraph: Ο Άσμετ Σκώτ αποφάσισε να φτάσει ως την πόλη για να παραστεί στην κηδεία. Ξεκίνησε νωρίς το πρωί με την άμαξα και έφτασε μετά από μερικές ώρες. Εκεί συνάντησε πολλούς παλιούς γνωστούς, που είχαν έρθει από μακριά για να αποχαιρετήσουν τον φίλο τους.: [1223, 1734, 1534, 1796]
epidavros-title: Είς τήν Ἐπίδαυρον: [682, 882, 811, 897]
